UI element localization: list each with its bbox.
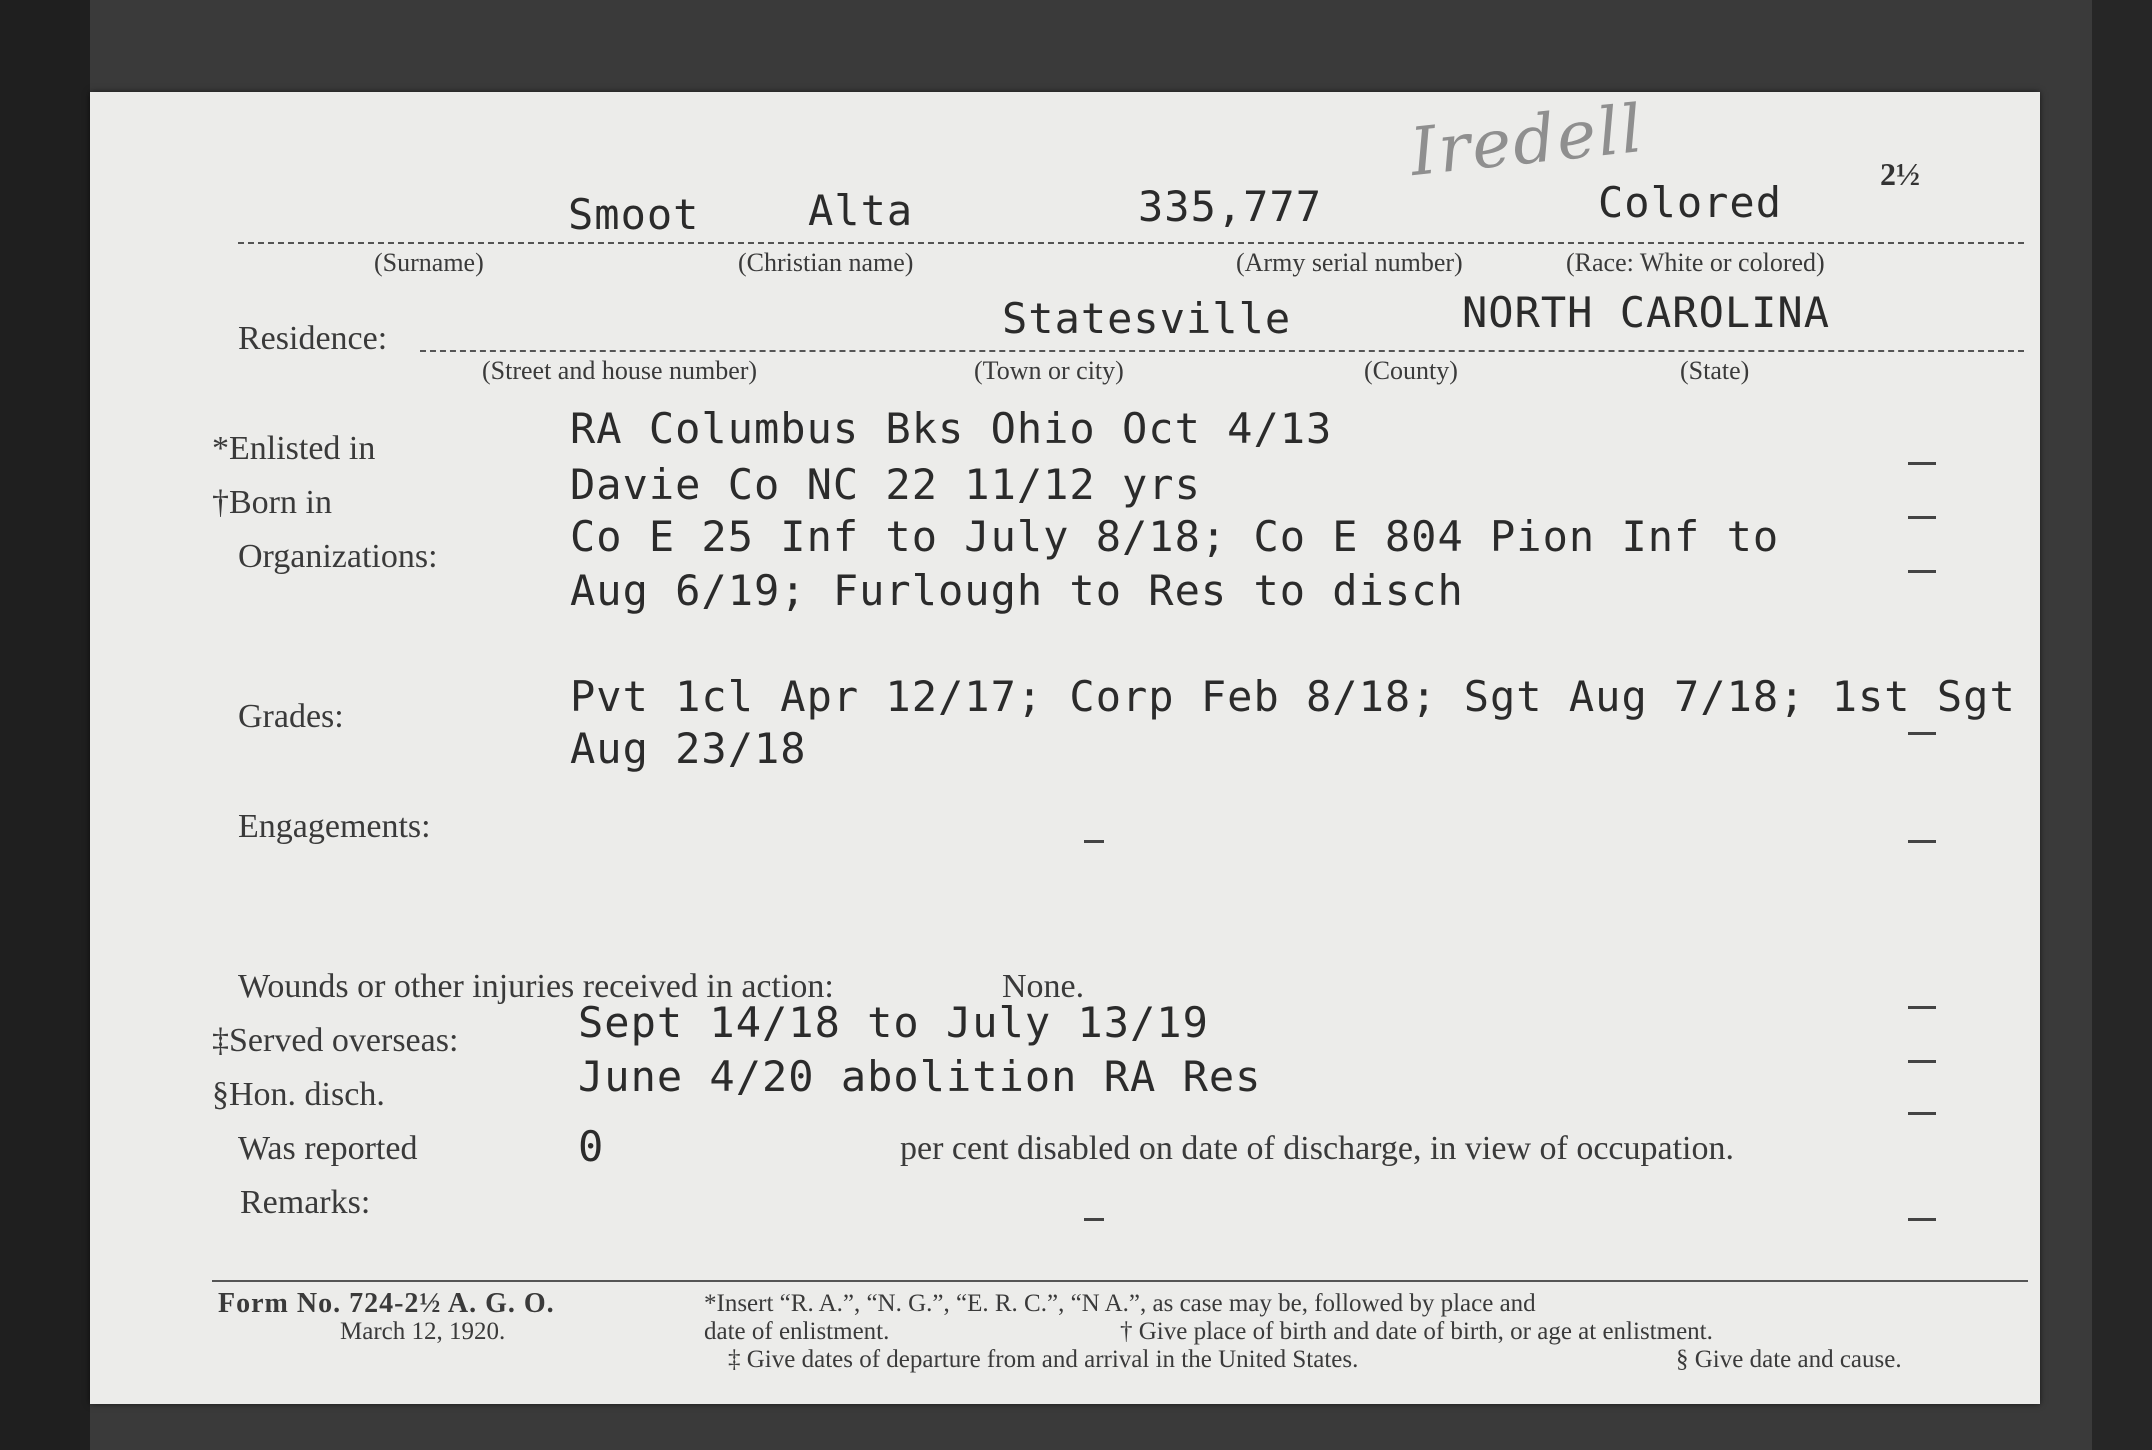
grades-line-1: Pvt 1cl Apr 12/17; Corp Feb 8/18; Sgt Aug 7/18; 1st Sgt (570, 672, 2016, 721)
town-caption: (Town or city) (974, 356, 1124, 385)
discharge-label: §Hon. disch. (212, 1076, 385, 1113)
discharge-value: June 4/20 abolition RA Res (578, 1052, 1262, 1101)
footer-note-4: ‡ Give dates of departure from and arrival in the United States. (728, 1346, 1359, 1373)
footer-note-2: date of enlistment. (704, 1318, 890, 1345)
grades-label: Grades: (238, 698, 344, 735)
engagements-mid-mark (1084, 840, 1104, 843)
overseas-end-mark (1908, 1060, 1936, 1063)
residence-state: NORTH CAROLINA (1462, 288, 1831, 337)
enlisted-value: RA Columbus Bks Ohio Oct 4/13 (570, 404, 1333, 453)
surname-caption: (Surname) (374, 248, 484, 277)
wounds-end-mark (1908, 1006, 1936, 1009)
engagements-end-mark (1908, 840, 1936, 843)
background-right (2092, 0, 2152, 1450)
race-value: Colored (1598, 178, 1783, 227)
fraction-mark: 2½ (1880, 156, 1920, 192)
reported-suffix: per cent disabled on date of discharge, in view of occupation. (900, 1130, 1734, 1167)
remarks-end-mark (1908, 1218, 1936, 1221)
form-date: March 12, 1920. (340, 1318, 506, 1345)
residence-label: Residence: (238, 320, 388, 357)
grades-end-mark (1908, 732, 1936, 735)
engagements-label: Engagements: (238, 808, 431, 845)
county-handwritten: Iredell (1406, 89, 1648, 192)
remarks-mid-mark (1084, 1218, 1104, 1221)
footer-rule (212, 1280, 2028, 1282)
organizations-end-mark (1908, 570, 1936, 573)
reported-label: Was reported (238, 1130, 418, 1167)
residence-rule (420, 350, 2024, 352)
remarks-label: Remarks: (240, 1184, 371, 1221)
wounds-value: None. (1002, 968, 1085, 1005)
grades-line-2: Aug 23/18 (570, 724, 807, 773)
footer-note-3: † Give place of birth and date of birth, or age at enlistment. (1120, 1318, 1713, 1345)
record-card (90, 89, 2040, 1404)
overseas-label: ‡Served overseas: (212, 1022, 459, 1059)
footer-note-1: *Insert “R. A.”, “N. G.”, “E. R. C.”, “N A.”, as case may be, followed by place and (704, 1290, 1536, 1317)
county-caption: (County) (1364, 356, 1458, 385)
discharge-end-mark (1908, 1112, 1936, 1115)
wounds-label: Wounds or other injuries received in action: (238, 968, 834, 1005)
footer-note-5: § Give date and cause. (1676, 1346, 1902, 1373)
born-label: †Born in (212, 484, 332, 521)
overseas-value: Sept 14/18 to July 13/19 (578, 998, 1209, 1047)
residence-town: Statesville (1002, 294, 1292, 343)
organizations-label: Organizations: (238, 538, 438, 575)
surname-value: Smoot (568, 190, 700, 239)
serial-caption: (Army serial number) (1236, 248, 1463, 277)
organizations-line-2: Aug 6/19; Furlough to Res to disch (570, 566, 1464, 615)
form-number: Form No. 724-2½ A. G. O. (218, 1288, 555, 1319)
born-end-mark (1908, 516, 1936, 519)
enlisted-label: *Enlisted in (212, 430, 376, 467)
street-caption: (Street and house number) (482, 356, 758, 385)
reported-value: 0 (578, 1122, 605, 1171)
serial-number-value: 335,777 (1138, 182, 1323, 231)
christian-name-caption: (Christian name) (738, 248, 914, 277)
race-caption: (Race: White or colored) (1566, 248, 1825, 277)
born-value: Davie Co NC 22 11/12 yrs (570, 460, 1201, 509)
state-caption: (State) (1680, 356, 1750, 385)
enlisted-end-mark (1908, 462, 1936, 465)
background-left (0, 0, 90, 1450)
header-rule (238, 242, 2024, 244)
christian-name-value: Alta (808, 186, 914, 235)
organizations-line-1: Co E 25 Inf to July 8/18; Co E 804 Pion Inf to (570, 512, 1780, 561)
